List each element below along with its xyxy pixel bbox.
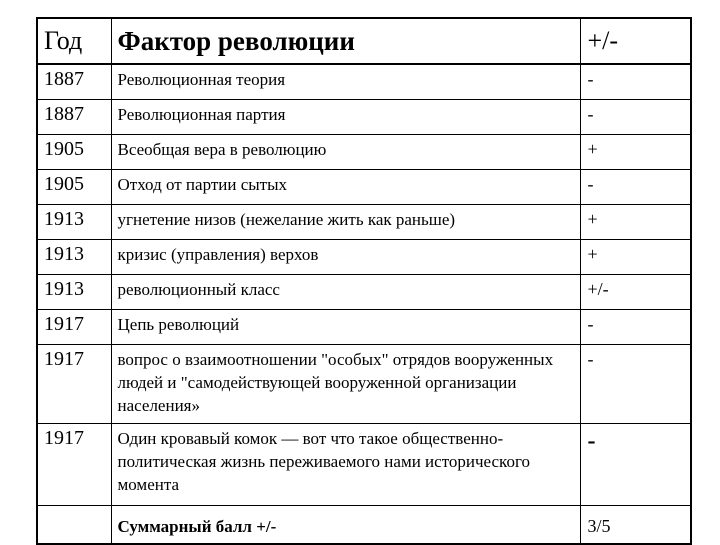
table-header-row: [37, 18, 691, 64]
header-year: Год: [37, 18, 111, 64]
row-sign: +: [580, 240, 691, 275]
row-factor: Отход от партии сытых: [111, 170, 580, 205]
row-year: 1913: [37, 205, 111, 240]
table-row: [37, 170, 691, 205]
table-row: [37, 275, 691, 310]
table-row: [37, 424, 691, 506]
row-factor: Революционная партия: [111, 100, 580, 135]
table-row: [37, 205, 691, 240]
row-factor: угнетение низов (нежелание жить как раньше): [111, 205, 580, 240]
row-factor: революционный класс: [111, 275, 580, 310]
row-year: 1887: [37, 64, 111, 100]
table-row: [37, 345, 691, 424]
row-factor: Всеобщая вера в революцию: [111, 135, 580, 170]
table-row: [37, 135, 691, 170]
row-sign: +: [580, 205, 691, 240]
table-row: [37, 310, 691, 345]
row-sign: -: [580, 100, 691, 135]
row-factor: кризис (управления) верхов: [111, 240, 580, 275]
row-sign: +/-: [580, 275, 691, 310]
table-row: [37, 100, 691, 135]
row-sign: +: [580, 135, 691, 170]
row-sign: -: [580, 64, 691, 100]
row-year: 1887: [37, 100, 111, 135]
row-factor: вопрос о взаимоотношении "особых" отрядов вооруженных людей и "самодействующей вооруженной организации населения»: [111, 345, 580, 424]
row-factor: Цепь революций: [111, 310, 580, 345]
row-year: 1913: [37, 240, 111, 275]
revolution-factors-table: [36, 17, 692, 545]
total-label: Суммарный балл +/-: [111, 506, 580, 545]
row-year: 1905: [37, 135, 111, 170]
row-year: 1913: [37, 275, 111, 310]
table-row: [37, 64, 691, 100]
table-row: [37, 240, 691, 275]
total-value: 3/5: [580, 506, 691, 545]
row-sign: -: [580, 345, 691, 424]
row-sign: -: [580, 170, 691, 205]
header-sign: +/-: [580, 18, 691, 64]
row-year: 1905: [37, 170, 111, 205]
row-year: 1917: [37, 310, 111, 345]
row-factor: Революционная теория: [111, 64, 580, 100]
total-year: [37, 506, 111, 545]
row-year: 1917: [37, 345, 111, 424]
header-factor: Фактор революции: [111, 18, 580, 64]
row-year: 1917: [37, 424, 111, 506]
row-factor: Один кровавый комок — вот что такое общественно-политическая жизнь переживаемого нами исторического момента: [111, 424, 580, 506]
row-sign: -: [580, 310, 691, 345]
row-sign: -: [580, 424, 691, 506]
total-row: [37, 506, 691, 545]
